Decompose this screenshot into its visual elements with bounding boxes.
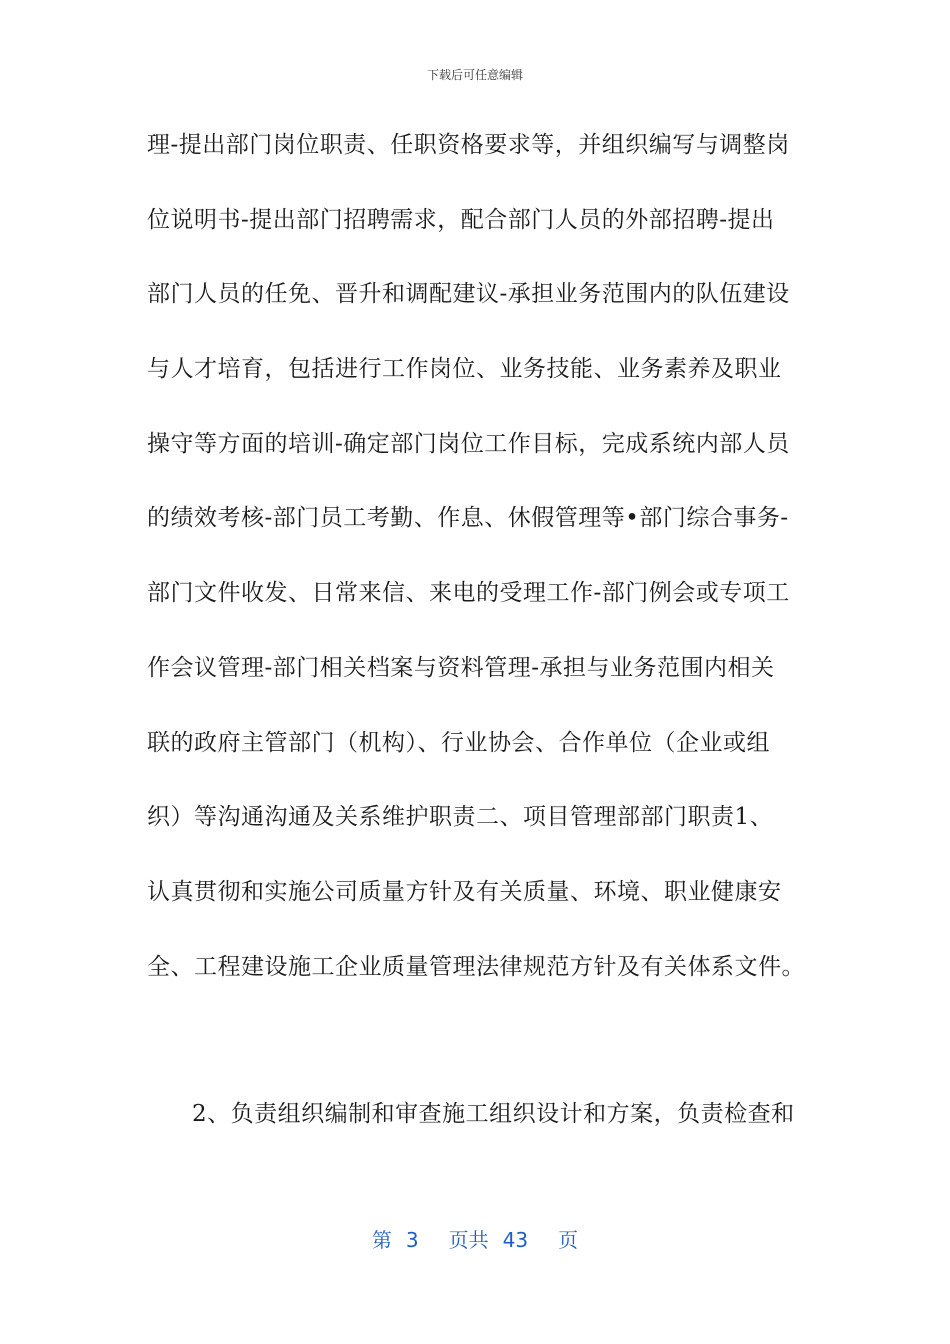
body-line: 与人才培育，包括进行工作岗位、业务技能、业务素养及职业 xyxy=(147,356,782,383)
body-line: 作会议管理-部门相关档案与资料管理-承担与业务范围内相关 xyxy=(147,654,775,681)
body-line: 部门文件收发、日常来信、来电的受理工作-部门例会或专项工 xyxy=(147,580,790,607)
footer-current-page: 3 xyxy=(405,1228,419,1252)
page-footer xyxy=(0,1224,950,1253)
footer-suffix: 页 xyxy=(558,1228,579,1252)
body-line: 操守等方面的培训-确定部门岗位工作目标，完成系统内部人员 xyxy=(147,430,790,457)
page-header-note: 下载后可任意编辑 xyxy=(426,68,523,82)
footer-prefix: 第 xyxy=(371,1228,392,1252)
paragraph-2-first-line: 2、负责组织编制和审查施工组织设计和方案，负责检查和 xyxy=(192,1101,795,1127)
body-line: 位说明书-提出部门招聘需求，配合部门人员的外部招聘-提出 xyxy=(147,206,775,233)
footer-total-pages: 43 xyxy=(502,1228,529,1252)
body-line: 部门人员的任免、晋升和调配建议-承担业务范围内的队伍建设 xyxy=(147,281,790,308)
document-body xyxy=(147,127,827,1023)
body-line: 理-提出部门岗位职责、任职资格要求等，并组织编写与调整岗 xyxy=(147,132,790,158)
footer-middle: 页共 xyxy=(448,1228,489,1252)
body-line: 认真贯彻和实施公司质量方针及有关质量、环境、职业健康安 xyxy=(147,878,782,905)
body-line: 织）等沟通沟通及关系维护职责二、项目管理部部门职责1、 xyxy=(147,804,774,831)
body-line: 联的政府主管部门（机构）、行业协会、合作单位（企业或组 xyxy=(147,729,770,756)
body-line: 的绩效考核-部门员工考勤、作息、休假管理等•部门综合事务- xyxy=(147,505,789,532)
body-line: 全、工程建设施工企业质量管理法律规范方针及有关体系文件。 xyxy=(147,953,805,980)
